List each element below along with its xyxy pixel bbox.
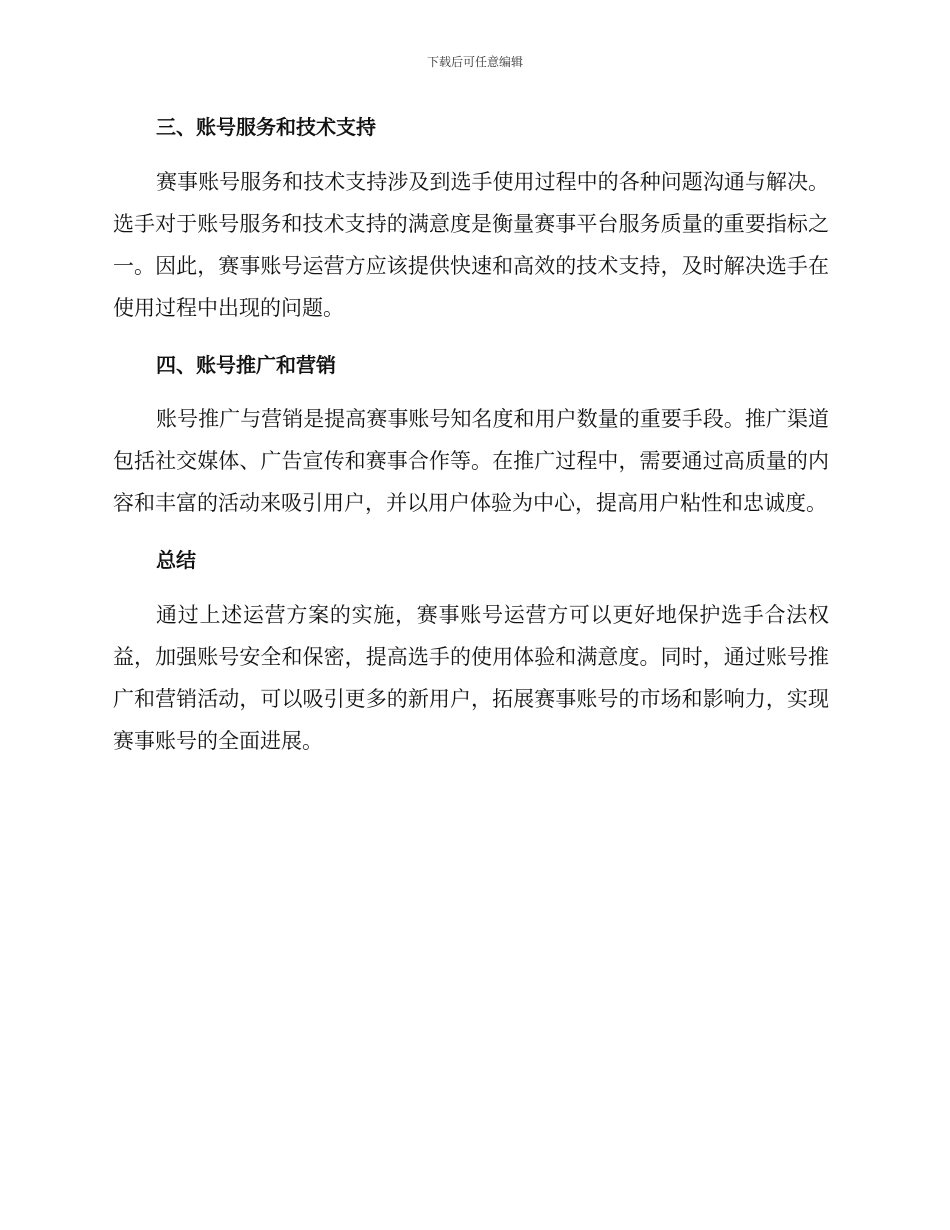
section-paragraph-promotion: 账号推广与营销是提高赛事账号知名度和用户数量的重要手段。推广渠道包括社交媒体、广告宣传和赛事合作等。在推广过程中，需要通过高质量的内容和丰富的活动来吸引用户，并以用户体验为中心，提高用户粘性和忠诚度。 <box>113 407 829 515</box>
section-paragraph-summary: 通过上述运营方案的实施，赛事账号运营方可以更好地保护选手合法权益，加强账号安全和保密，提高选手的使用体验和满意度。同时，通过账号推广和营销活动，可以吸引更多的新用户，拓展赛事账号的市场和影响力，实现赛事账号的全面进展。 <box>113 603 829 753</box>
section-heading-account-service: 三、账号服务和技术支持 <box>156 115 376 139</box>
section-paragraph-account-service: 赛事账号服务和技术支持涉及到选手使用过程中的各种问题沟通与解决。选手对于账号服务和技术支持的满意度是衡量赛事平台服务质量的重要指标之一。因此，赛事账号运营方应该提供快速和高效的技术支持，及时解决选手在使用过程中出现的问题。 <box>113 170 829 320</box>
page-header: 下载后可任意编辑 <box>426 55 523 69</box>
section-heading-promotion: 四、账号推广和营销 <box>156 353 336 377</box>
section-heading-summary: 总结 <box>156 548 196 572</box>
document-body <box>113 111 829 762</box>
